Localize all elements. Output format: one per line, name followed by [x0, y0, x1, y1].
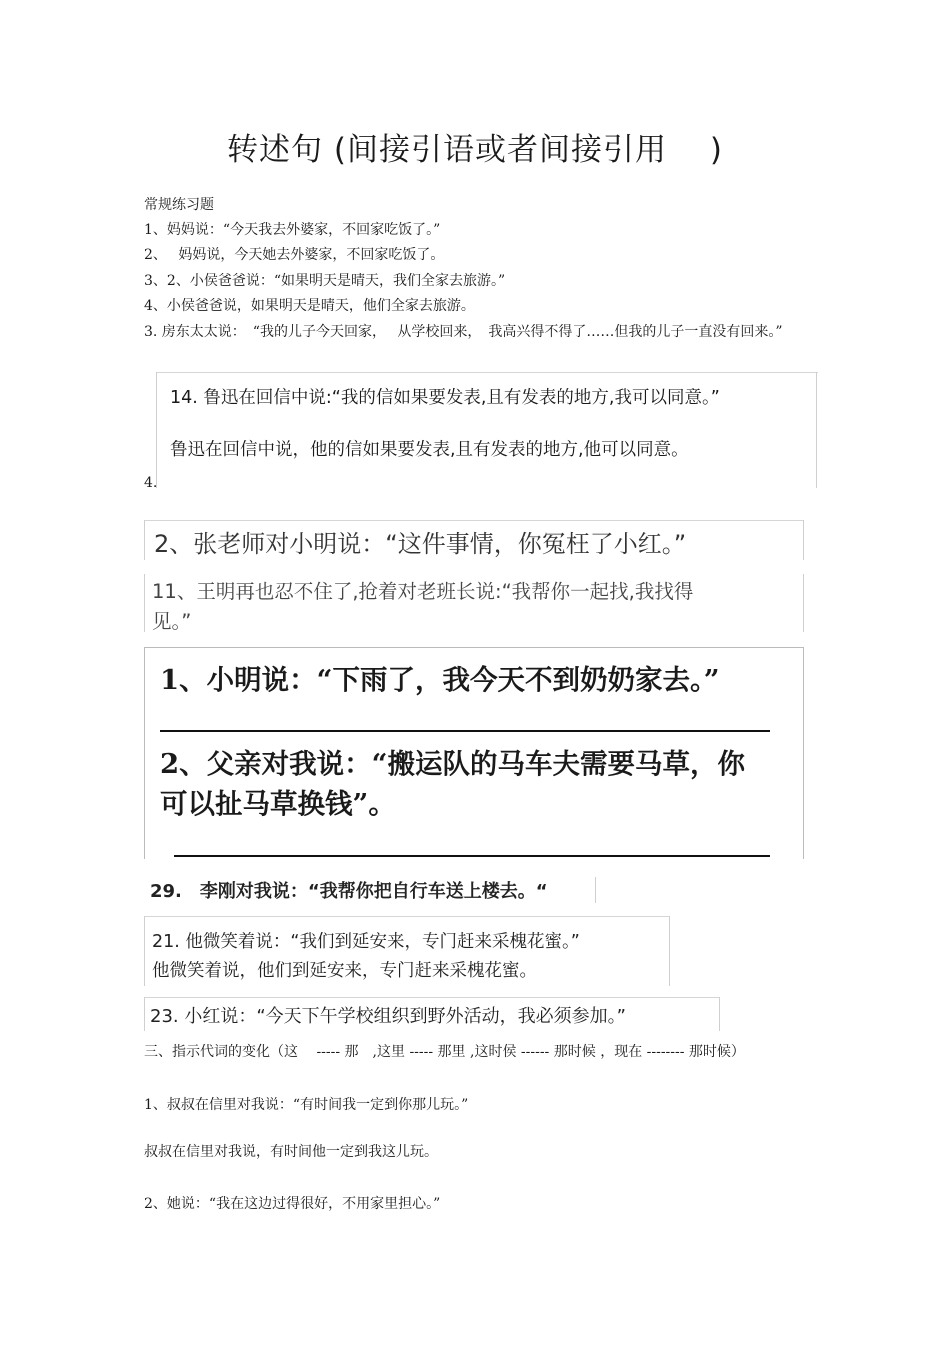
image-box-xiao-ming	[144, 647, 804, 859]
question-text: 可以扯马草换钱”。	[160, 788, 396, 820]
image-box-smile	[144, 916, 670, 986]
image-box-xiao-hong	[144, 997, 720, 1031]
exercise-line: 2、她说：“我在这边过得很好，不用家里担心。”	[144, 1196, 441, 1212]
exercise-line: 1、妈妈说：“今天我去外婆家，不回家吃饭了。”	[144, 222, 441, 238]
image-box-wang	[144, 574, 804, 632]
question-text: 见。”	[152, 610, 192, 632]
exercise-line: 4、小侯爸爸说，如果明天是晴天，他们全家去旅游。	[144, 298, 475, 314]
image-box-zhang	[144, 520, 804, 560]
page-title: 转述句 (间接引语或者间接引用 )	[227, 132, 723, 168]
question-text: 2、父亲对我说：“搬运队的马车夫需要马草，你	[160, 748, 745, 780]
answer-line	[160, 730, 770, 732]
exercise-line: 2、 妈妈说，今天她去外婆家，不回家吃饭了。	[144, 247, 445, 263]
exercise-line: 3. 房东太太说： “我的儿子今天回家， 从学校回来， 我高兴得不得了……但我的儿子一直没有回来。”	[144, 324, 783, 340]
question-text: 11、王明再也忍不住了,抢着对老班长说:“我帮你一起找,我找得	[152, 580, 694, 603]
image-box-lu-xun	[156, 372, 818, 488]
answer-text: 鲁迅在回信中说，他的信如果要发表,且有发表的地方,他可以同意。	[170, 440, 689, 460]
question-text: 21. 他微笑着说：“我们到延安来，专门赶来采槐花蜜。”	[152, 932, 580, 952]
answer-line	[174, 855, 770, 857]
question-text: 1、小明说：“下雨了，我今天不到奶奶家去。”	[160, 664, 720, 696]
image-box-li-gang	[144, 877, 596, 903]
exercise-line: 1、叔叔在信里对我说：“有时间我一定到你那儿玩。”	[144, 1097, 469, 1113]
question-text: 14. 鲁迅在回信中说:“我的信如果要发表,且有发表的地方,我可以同意。”	[170, 388, 720, 408]
question-text: 23. 小红说：“今天下午学校组织到野外活动，我必须参加。”	[150, 1006, 626, 1027]
question-text: 29. 李刚对我说：“我帮你把自行车送上楼去。“	[150, 881, 548, 902]
exercise-line: 叔叔在信里对我说，有时间他一定到我这儿玩。	[144, 1144, 438, 1160]
section-heading: 三、指示代词的变化（这 ----- 那 ,这里 ----- 那里 ,这时侯 ------ 那时候 ，现在 -------- 那时候）	[144, 1044, 745, 1060]
answer-text: 他微笑着说，他们到延安来，专门赶来采槐花蜜。	[152, 961, 537, 981]
exercise-line: 3、2、小侯爸爸说：“如果明天是晴天，我们全家去旅游。”	[144, 273, 506, 289]
exercise-heading: 常规练习题	[144, 197, 214, 213]
item-marker: 4.	[144, 475, 158, 491]
question-text: 2、张老师对小明说：“这件事情，你冤枉了小红。”	[154, 530, 687, 558]
